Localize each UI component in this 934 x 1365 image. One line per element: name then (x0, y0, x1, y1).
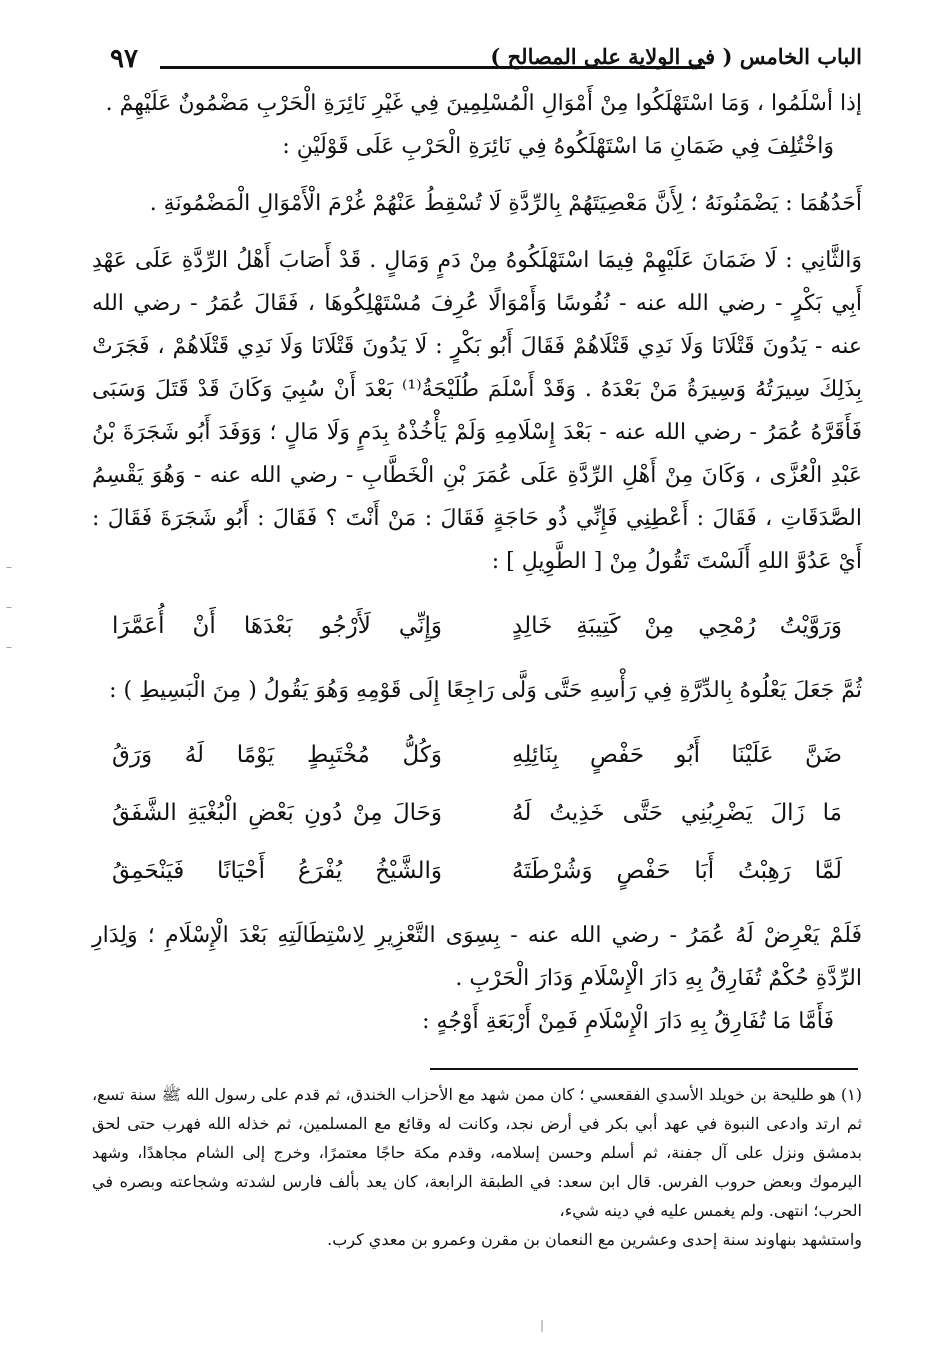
margin-dash-mark: – (6, 560, 12, 574)
poem-hemistich: لَمَّا رَهِبْتُ أَبَا حَفْصٍ وَشُرْطَتَهُ (512, 858, 842, 884)
footnote-text: (١) هو طليحة بن خويلد الأسدي الفقعسي ؛ كان ممن شهد مع الأحزاب الخندق، ثم قدم على رسول الله ﷺ سنة تسع، ثم ارتد وادعى النبوة في عهد أبي بكر في أرض نجد، وكانت له وقائع مع المسلمين، ثم خذله الله فهرب حتى لحق بدمشق ونزل على آل جفنة، ثم أسلم وحسن إسلامه، وقدم مكة حاجًا معتمرًا، وخرج إلى الشام مجاهدًا، وشهد اليرموك وبعض حروب الفرس. قال ابن سعد: في الطبقة الرابعة، كان يعد بألف فارس لشدته وشجاعته وبصره في الحرب؛ انتهى. ولم يغمس عليه في دينه شيء، (92, 1085, 863, 1220)
poem-tawil (92, 597, 862, 655)
paragraph-1: إذا أسْلَمُوا ، وَمَا اسْتَهْلَكُوا مِنْ أَمْوَالِ الْمُسْلِمِينَ فِي غَيْرِ نَائِرَةِ الْحَرْبِ مَضْمُونٌ عَلَيْهِمْ . (105, 91, 862, 116)
page-header (110, 44, 862, 78)
running-head: الباب الخامس ( في الولاية على المصالح ) (490, 44, 862, 69)
poem-hemistich: وَإِنِّي لَأَرْجُو بَعْدَهَا أَنْ أُعَمَّرَا (112, 613, 442, 639)
poem-hemistich: وَكُلُّ مُخْتَبِطٍ يَوْمًا لَهُ وَرَقُ (112, 742, 442, 768)
poem-hemistich: وَحَالَ مِنْ دُونِ بَعْضِ الْبُغْيَةِ الشَّفَقُ (112, 800, 442, 826)
page-number: ٩٧ (110, 44, 138, 74)
poem-hemistich: وَرَوَّيْتُ رُمْحِي مِنْ كَتِيبَةِ خَالِدٍ (512, 613, 842, 639)
paragraph-3: أَحَدُهُمَا : يَضْمَنُونَهُ ؛ لِأَنَّ مَعْصِيَتَهُمْ بِالرِّدَّةِ لَا تُسْقِطُ عَنْهُمْ غُرْمَ الْأَمْوَالِ الْمَضْمُونَةِ . (149, 191, 862, 216)
poem-hemistich: مَا زَالَ يَضْرِبُنِي حَتَّى خَذِيتُ لَهُ (512, 800, 842, 826)
paragraph-6: فَلَمْ يَعْرِضْ لَهُ عُمَرُ - رضي الله عنه - بِسِوَى التَّعْزِيرِ لِاسْتِطَالَتِهِ بَعْدَ الْإِسْلَامِ ؛ وَلِدَارِ الرِّدَّةِ حُكْمٌ تُفَارِقُ بِهِ دَارَ الْإِسْلَامِ وَدَارَ الْحَرْبِ . (92, 923, 862, 991)
poem-basit (92, 726, 862, 900)
paragraph-5: ثُمَّ جَعَلَ يَعْلُوهُ بِالدِّرَّةِ فِي رَأْسِهِ حَتَّى وَلَّى رَاجِعًا إِلَى قَوْمِهِ وَهُوَ يَقُولُ ( مِنَ الْبَسِيطِ ) : (109, 678, 862, 703)
poem-hemistich: ضَنَّ عَلَيْنَا أَبُو حَفْصٍ بِنَائِلِهِ (512, 742, 842, 768)
footnote-separator (430, 1068, 858, 1070)
paragraph-4: وَالثَّانِي : لَا ضَمَانَ عَلَيْهِمْ فِيمَا اسْتَهْلَكُوهُ مِنْ دَمٍ وَمَالٍ . قَدْ أَصَابَ أَهْلُ الرِّدَّةِ عَلَى عَهْدِ أَبِي بَكْرٍ - رضي الله عنه - نُفُوسًا وَأَمْوَالًا عُرِفَ مُسْتَهْلِكُوهَا ، فَقَالَ عُمَرُ - رضي الله عنه - يَدُونَ قَتْلَانَا وَلَا نَدِي قَتْلَاهُمْ فَقَالَ أَبُو بَكْرٍ : لَا يَدُونَ قَتْلَانَا وَلَا نَدِي قَتْلَاهُمْ ، فَجَرَتْ بِذَلِكَ سِيرَتُهُ وَسِيرَةُ مَنْ بَعْدَهُ . وَقَدْ أَسْلَمَ طُلَيْحَةُ⁽¹⁾ بَعْدَ أَنْ سُبِيَ وَكَانَ قَدْ قَتَلَ وَسَبَى فَأَقَرَّهُ عُمَرُ - رضي الله عنه - بَعْدَ إِسْلَامِهِ وَلَمْ يَأْخُذْهُ بِدَمٍ وَلَا مَالٍ ؛ وَوَفَدَ أَبُو شَجَرَةَ بْنُ عَبْدِ الْعُزَّى ، وَكَانَ مِنْ أَهْلِ الرِّدَّةِ عَلَى عُمَرَ بْنِ الْخَطَّابِ - رضي الله عنه - وَهُوَ يَقْسِمُ الصَّدَقَاتِ ، فَقَالَ : أَعْطِنِي فَإِنِّي ذُو حَاجَةٍ فَقَالَ : مَنْ أَنْتَ ؟ فَقَالَ : أَبُو شَجَرَةَ فَقَالَ : أَيْ عَدُوَّ اللهِ أَلَسْتَ تَقُولُ مِنْ [ الطَّوِيلِ ] : (92, 248, 862, 574)
margin-dash-mark: – (6, 640, 12, 654)
paragraph-2: وَاخْتُلِفَ فِي ضَمَانِ مَا اسْتَهْلَكُوهُ فِي نَائِرَةِ الْحَرْبِ عَلَى قَوْلَيْنِ : (282, 134, 834, 159)
margin-dash-mark: | (540, 1318, 545, 1332)
footnote-text: واستشهد بنهاوند سنة إحدى وعشرين مع النعمان بن مقرن وعمرو بن معدي كرب. (327, 1230, 862, 1249)
footnote (92, 1080, 862, 1254)
margin-dash-mark: – (6, 600, 12, 614)
paragraph-7: فَأَمَّا مَا تُفَارِقُ بِهِ دَارَ الْإِسْلَامِ فَمِنْ أَرْبَعَةِ أَوْجُهٍ : (422, 1009, 834, 1034)
poem-hemistich: وَالشَّيْخُ يُفْرَعُ أَحْيَانًا فَيَنْحَمِقُ (112, 858, 442, 884)
main-text (92, 82, 862, 1043)
